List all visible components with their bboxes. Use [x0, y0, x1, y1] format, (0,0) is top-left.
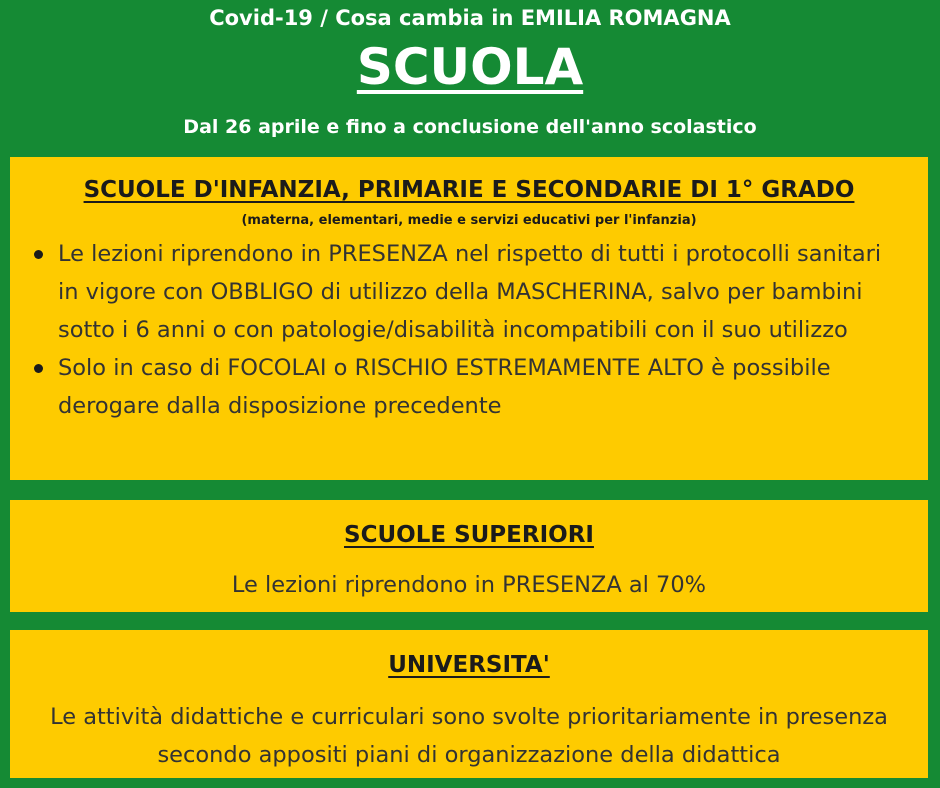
section-university [10, 630, 928, 778]
header-subtitle: Dal 26 aprile e fino a conclusione dell'anno scolastico [183, 116, 757, 138]
bullet-item [58, 349, 908, 425]
bullet-icon [34, 364, 43, 373]
page-title [0, 38, 940, 96]
bullet-icon [34, 250, 43, 259]
section-subtitle: (materna, elementari, medie e servizi educativi per l'infanzia) [241, 213, 697, 228]
section-title: UNIVERSITA' [388, 652, 550, 678]
bullet-item [58, 235, 908, 349]
header-supertitle: Covid-19 / Cosa cambia in EMILIA ROMAGNA [209, 6, 731, 30]
page-title-text: SCUOLA [356, 38, 584, 96]
bullet-text: Solo in caso di FOCOLAI o RISCHIO ESTREMAMENTE ALTO è possibile derogare dalla disposizione precedente [58, 355, 831, 419]
section-title: SCUOLE D'INFANZIA, PRIMARIE E SECONDARIE DI 1° GRADO [83, 177, 855, 203]
section-primary-schools [10, 157, 928, 480]
section-title: SCUOLE SUPERIORI [344, 522, 594, 548]
section-text: Le lezioni riprendono in PRESENZA al 70% [231, 572, 707, 598]
section-high-schools [10, 500, 928, 612]
bullet-list [58, 235, 908, 425]
bullet-text: Le lezioni riprendono in PRESENZA nel rispetto di tutti i protocolli sanitari in vigore con OBBLIGO di utilizzo della MASCHERINA, salvo per bambini sotto i 6 anni o con patologie/disabilità incompatibili con il suo utilizzo [58, 241, 882, 343]
section-text: Le attività didattiche e curriculari sono svolte prioritariamente in presenza secondo appositi piani di organizzazione della didattica [50, 704, 888, 768]
